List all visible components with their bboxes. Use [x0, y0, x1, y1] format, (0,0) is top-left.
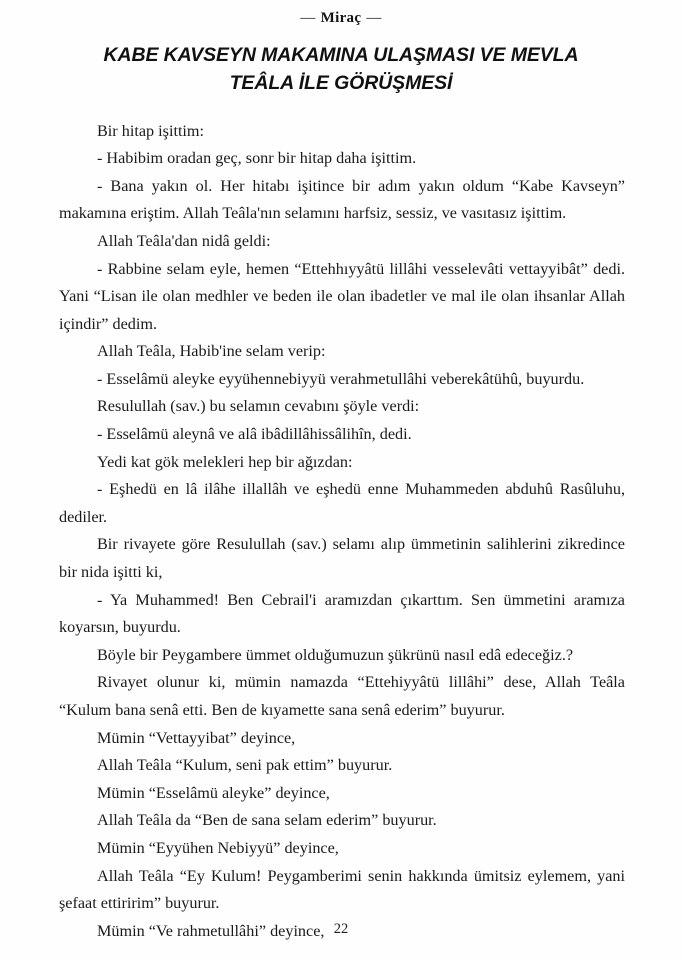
paragraph: Bir hitap işittim:: [97, 121, 205, 140]
paragraph: Allah Teâla, Habib'ine selam verip:: [97, 342, 326, 361]
paragraph: Allah Teâla'dan nidâ geldi:: [97, 231, 271, 250]
paragraph: Allah Teâla da “Ben de sana selam ederim” buyurur.: [97, 811, 437, 830]
paragraph: - Ya Muhammed! Ben Cebrail'i aramızdan çıkarttım. Sen ümmetini aramıza koyarsın, buyurdu.: [59, 590, 625, 637]
running-head-text: Miraç: [320, 10, 362, 26]
paragraph: Mümin “Esselâmü aleyke” deyince,: [97, 783, 330, 802]
paragraph: - Eşhedü en lâ ilâhe illallâh ve eşhedü enne Muhammeden abduhû Rasûluhu, dediler.: [59, 480, 625, 526]
paragraph: - Bana yakın ol. Her hitabı işitince bir adım yakın oldum “Kabe Kavseyn” makamına eriştim. Allah Teâla'nın selamını harfsiz, sessiz, ve vasıtasız işittim.: [59, 176, 625, 223]
paragraph: Mümin “Ve rahmetullâhi” deyince,: [97, 921, 325, 940]
paragraph: Mümin “Vettayyibat” deyince,: [97, 728, 296, 747]
paragraph: Böyle bir Peygambere ümmet olduğumuzun şükrünü nasıl edâ edeceğiz.?: [97, 645, 574, 664]
paragraph: Yedi kat gök melekleri hep bir ağızdan:: [97, 452, 353, 471]
running-head-left-dash: —: [300, 10, 316, 26]
paragraph: Allah Teâla “Kulum, seni pak ettim” buyurur.: [97, 756, 393, 775]
paragraph: - Habibim oradan geç, sonr bir hitap daha işittim.: [97, 149, 417, 168]
paragraph: - Esselâmü aleyke eyyühennebiyyü verahmetullâhi veberekâtühû, buyurdu.: [97, 369, 585, 388]
paragraph: Resulullah (sav.) bu selamın cevabını şöyle verdi:: [97, 397, 420, 416]
body-text: [0, 98, 682, 946]
paragraph: - Rabbine selam eyle, hemen “Ettehhıyyâtü lillâhi vesselevâti vettayyibât” dedi. Yani “Lisan ile olan medhler ve beden ile olan ibadetler ve mal ile olan ihsanlar Allah içindir” dedim.: [59, 259, 625, 333]
paragraph: Allah Teâla “Ey Kulum! Peygamberimi senin hakkında ümitsiz eylemem, yani şefaat ettiririm” buyurur.: [59, 866, 625, 913]
page-number: 22: [333, 921, 349, 937]
paragraph: - Esselâmü aleynâ ve alâ ibâdillâhissâlihîn, dedi.: [97, 425, 412, 444]
running-head: [0, 0, 682, 27]
paragraph: Rivayet olunur ki, mümin namazda “Ettehiyyâtü lillâhi” dese, Allah Teâla “Kulum bana senâ etti. Ben de kıyamette sana senâ ederim” buyurur.: [59, 673, 625, 719]
paragraph: Mümin “Eyyühen Nebiyyü” deyince,: [97, 838, 339, 857]
running-head-right-dash: —: [366, 10, 382, 26]
paragraph: Bir rivayete göre Resulullah (sav.) selamı alıp ümmetinin salihlerini zikredince bir nida işitti ki,: [59, 535, 625, 582]
chapter-title: KABE KAVSEYN MAKAMINA ULAŞMASI VE MEVLA TEÂLA İLE GÖRÜŞMESİ: [103, 44, 579, 95]
